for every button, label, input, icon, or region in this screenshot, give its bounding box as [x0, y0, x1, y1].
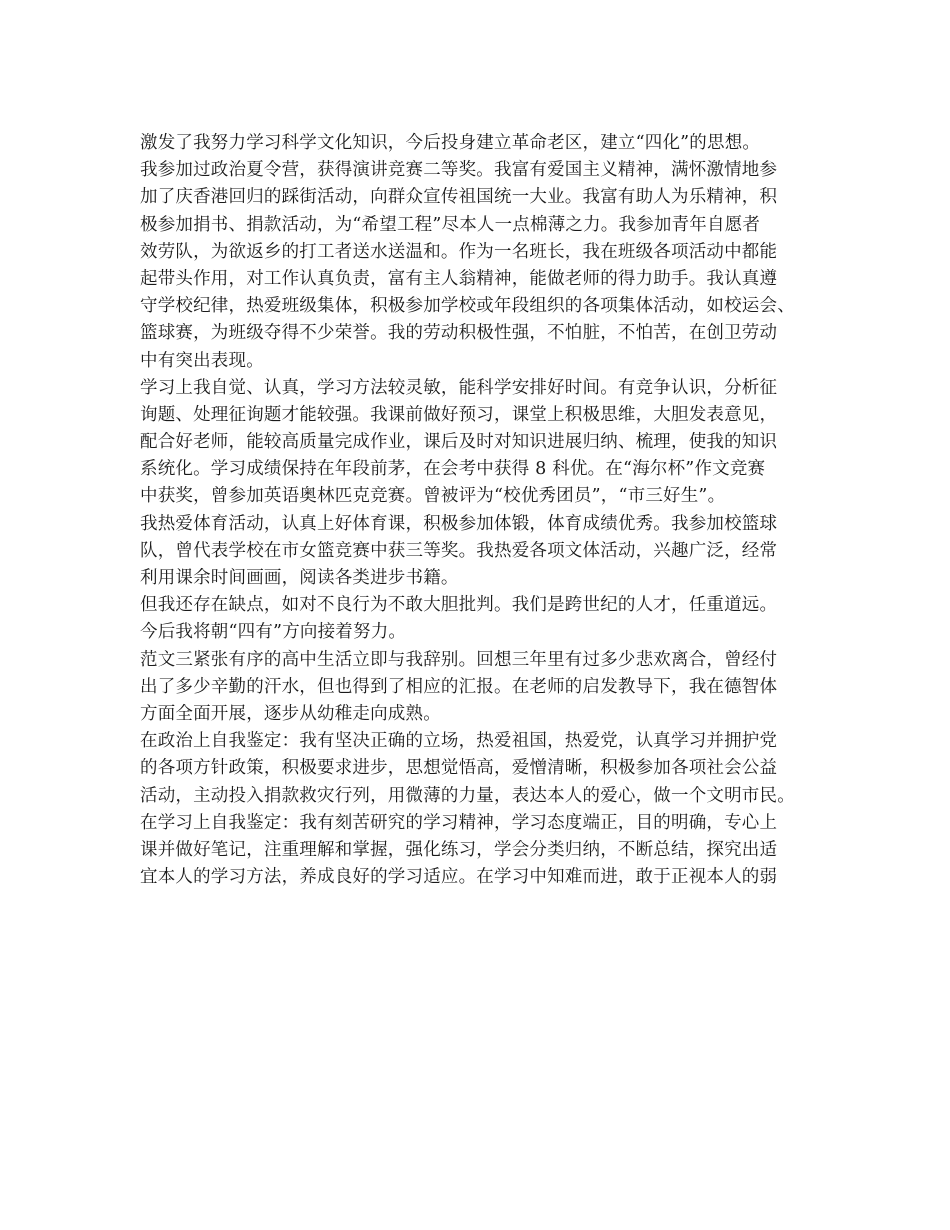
- text-line: 在学习上自我鉴定：我有刻苦研究的学习精神，学习态度端正，目的明确，专心上: [140, 812, 778, 833]
- text-line: 守学校纪律，热爱班级集体，积极参加学校或年段组织的各项集体活动，如校运会、: [140, 296, 795, 317]
- text-line: 询题、处理征询题才能较强。我课前做好预习，课堂上积极思维，大胆发表意见，: [140, 404, 778, 425]
- text-line: 配合好老师，能较高质量完成作业，课后及时对知识进展归纳、梳理，使我的知识: [140, 432, 778, 453]
- text-line: 但我还存在缺点，如对不良行为不敢大胆批判。我们是跨世纪的人才，任重道远。: [140, 595, 778, 616]
- text-line: 出了多少辛勤的汗水，但也得到了相应的汇报。在老师的启发教导下，我在德智体: [140, 676, 778, 697]
- text-line: 宜本人的学习方法，养成良好的学习适应。在学习中知难而进，敢于正视本人的弱: [140, 867, 778, 888]
- text-line: 学习上我自觉、认真，学习方法较灵敏，能科学安排好时间。有竞争认识，分析征: [140, 377, 778, 398]
- text-line: 方面全面开展，逐步从幼稚走向成熟。: [140, 703, 441, 724]
- text-line: 激发了我努力学习科学文化知识，今后投身建立革命老区，建立“四化”的思想。: [140, 133, 761, 153]
- text-line: 中获奖，曾参加英语奥林匹克竞赛。曾被评为“校优秀团员”，“市三好生”。: [140, 486, 726, 507]
- text-line: 课并做好笔记，注重理解和掌握，强化练习，学会分类归纳，不断总结，探究出适: [140, 839, 778, 860]
- text-line: 在政治上自我鉴定：我有坚决正确的立场，热爱祖国，热爱党，认真学习并拥护党: [140, 731, 778, 752]
- text-line: 我参加过政治夏令营，获得演讲竞赛二等奖。我富有爱国主义精神，满怀激情地参: [140, 160, 778, 181]
- document-body: [140, 130, 830, 891]
- text-line: 范文三紧张有序的高中生活立即与我辞别。回想三年里有过多少悲欢离合，曾经付: [140, 649, 778, 670]
- text-line: 队，曾代表学校在市女篮竞赛中获三等奖。我热爱各项文体活动，兴趣广泛，经常: [140, 540, 778, 561]
- text-line: 系统化。学习成绩保持在年段前茅，在会考中获得 8 科优。在“海尔杯”作文竞赛: [140, 459, 766, 480]
- text-line: 我热爱体育活动，认真上好体育课，积极参加体锻，体育成绩优秀。我参加校篮球: [140, 513, 778, 534]
- text-line: 活动，主动投入捐款救灾行列，用微薄的力量，表达本人的爱心，做一个文明市民。: [140, 785, 795, 806]
- text-line: 起带头作用，对工作认真负责，富有主人翁精神，能做老师的得力助手。我认真遵: [140, 268, 778, 289]
- text-line: 中有突出表现。: [140, 350, 264, 371]
- text-line: 今后我将朝“四有”方向接着努力。: [140, 622, 407, 643]
- text-line: 篮球赛，为班级夺得不少荣誉。我的劳动积极性强，不怕脏，不怕苦，在创卫劳动: [140, 323, 778, 344]
- text-line: 加了庆香港回归的踩街活动，向群众宣传祖国统一大业。我富有助人为乐精神，积: [140, 187, 778, 208]
- text-line: 效劳队，为欲返乡的打工者送水送温和。作为一名班长，我在班级各项活动中都能: [140, 241, 778, 262]
- text-line: 利用课余时间画画，阅读各类进步书籍。: [140, 568, 459, 588]
- text-line: 极参加捐书、捐款活动，为“希望工程”尽本人一点棉薄之力。我参加青年自愿者: [140, 214, 761, 235]
- text-line: 的各项方针政策，积极要求进步，思想觉悟高，爱憎清晰，积极参加各项社会公益: [140, 758, 778, 779]
